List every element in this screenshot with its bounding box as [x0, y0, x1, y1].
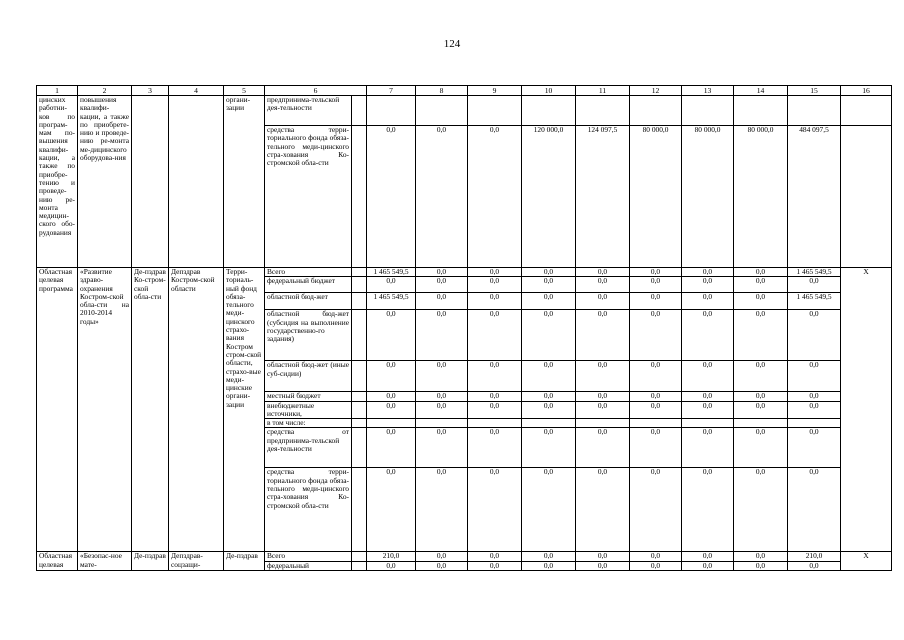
value-cell	[630, 96, 682, 126]
value-cell: 0,0	[468, 401, 522, 419]
value-cell	[468, 419, 522, 428]
value-cell: 0,0	[630, 361, 682, 392]
column-header: 5	[224, 86, 265, 96]
value-cell: 0,0	[576, 310, 630, 361]
value-cell: 0,0	[682, 268, 734, 277]
value-cell: 80 000,0	[630, 126, 682, 268]
value-cell	[468, 96, 522, 126]
value-cell: 0,0	[630, 310, 682, 361]
value-cell: 0,0	[734, 561, 788, 570]
value-cell: 0,0	[468, 361, 522, 392]
value-cell: 124 097,5	[576, 126, 630, 268]
funding-source-label: Всего	[265, 552, 352, 561]
spacer-cell	[352, 361, 367, 392]
column-header: 12	[630, 86, 682, 96]
target-indicator-cell: Х	[841, 552, 892, 571]
program-name-cell: «Развитие здраво-охранения Костром-ской обла-сти на 2010-2014 годы»	[78, 268, 132, 552]
value-cell: 0,0	[576, 561, 630, 570]
value-cell: 0,0	[682, 401, 734, 419]
value-cell	[522, 96, 576, 126]
column-header: 14	[734, 86, 788, 96]
value-cell: 484 097,5	[788, 126, 841, 268]
program-name-cell: повышения квалифи-кации, а также по приобрете-нию и проведе-нию ре-монта ме-дицинского оборудова-ния	[78, 96, 132, 268]
spacer-cell	[352, 126, 367, 268]
value-cell: 1 465 549,5	[367, 293, 416, 310]
value-cell: 0,0	[788, 277, 841, 293]
value-cell: 0,0	[734, 552, 788, 561]
value-cell	[682, 96, 734, 126]
program-financing-table	[36, 85, 892, 571]
value-cell: 0,0	[468, 310, 522, 361]
value-cell: 0,0	[468, 468, 522, 552]
funding-source-label: федеральный бюджет	[265, 277, 352, 293]
value-cell: 0,0	[522, 310, 576, 361]
value-cell	[416, 419, 468, 428]
value-cell: 0,0	[468, 392, 522, 401]
column-header: 3	[132, 86, 169, 96]
program-type-cell: Областная целевая	[37, 552, 78, 571]
value-cell: 0,0	[788, 401, 841, 419]
customer-cell: Де-пздрав	[132, 552, 169, 571]
spacer-cell	[352, 419, 367, 428]
value-cell: 0,0	[468, 552, 522, 561]
value-cell	[734, 96, 788, 126]
value-cell	[416, 96, 468, 126]
spacer-cell	[352, 392, 367, 401]
value-cell: 0,0	[576, 401, 630, 419]
value-cell: 0,0	[522, 361, 576, 392]
value-cell: 0,0	[576, 268, 630, 277]
value-cell: 0,0	[576, 428, 630, 468]
value-cell: 0,0	[630, 428, 682, 468]
value-cell: 0,0	[522, 561, 576, 570]
funding-source-label: предпринима-тельской дея-тельности	[265, 96, 352, 126]
value-cell	[630, 419, 682, 428]
value-cell: 0,0	[416, 361, 468, 392]
value-cell: 0,0	[416, 552, 468, 561]
value-cell: 0,0	[522, 552, 576, 561]
value-cell: 0,0	[576, 552, 630, 561]
value-cell: 0,0	[367, 468, 416, 552]
value-cell: 0,0	[630, 277, 682, 293]
value-cell	[576, 419, 630, 428]
value-cell: 0,0	[416, 293, 468, 310]
value-cell	[576, 96, 630, 126]
value-cell: 0,0	[416, 310, 468, 361]
value-cell: 0,0	[416, 401, 468, 419]
value-cell: 1 465 549,5	[788, 268, 841, 277]
value-cell: 0,0	[367, 401, 416, 419]
funding-source-label: средства терри-ториального фонда обяза-тельного меди-цинского стра-хования Ко-стромской обла-сти	[265, 126, 352, 268]
column-header: 4	[169, 86, 224, 96]
column-header: 7	[367, 86, 416, 96]
value-cell: 0,0	[522, 293, 576, 310]
customer-cell: Де-пздрав Ко-стром-ской обла-сти	[132, 268, 169, 552]
table-row	[37, 268, 892, 277]
spacer-cell	[352, 561, 367, 570]
value-cell: 210,0	[788, 552, 841, 561]
value-cell: 0,0	[416, 277, 468, 293]
value-cell: 0,0	[416, 468, 468, 552]
value-cell: 0,0	[416, 126, 468, 268]
executor-cell: Де-пздрав	[224, 552, 265, 571]
value-cell: 0,0	[576, 277, 630, 293]
value-cell: 0,0	[367, 126, 416, 268]
value-cell: 0,0	[522, 468, 576, 552]
coordinator-cell	[169, 96, 224, 268]
funding-source-label: местный бюджет	[265, 392, 352, 401]
value-cell: 0,0	[468, 126, 522, 268]
spacer-cell	[352, 96, 367, 126]
spacer-cell	[352, 293, 367, 310]
value-cell	[522, 419, 576, 428]
spacer-cell	[352, 401, 367, 419]
value-cell: 0,0	[734, 277, 788, 293]
value-cell: 0,0	[468, 268, 522, 277]
funding-source-label: областной бюд-жет	[265, 293, 352, 310]
value-cell: 0,0	[682, 428, 734, 468]
value-cell: 0,0	[367, 428, 416, 468]
table-row	[37, 552, 892, 561]
value-cell: 80 000,0	[734, 126, 788, 268]
value-cell: 0,0	[522, 428, 576, 468]
funding-source-label: в том числе:	[265, 419, 352, 428]
value-cell: 0,0	[788, 561, 841, 570]
value-cell: 0,0	[734, 468, 788, 552]
table-body	[37, 86, 892, 571]
value-cell: 0,0	[788, 428, 841, 468]
value-cell: 0,0	[682, 310, 734, 361]
value-cell	[734, 419, 788, 428]
value-cell: 0,0	[416, 268, 468, 277]
spacer-cell	[352, 428, 367, 468]
column-header: 9	[468, 86, 522, 96]
value-cell: 0,0	[630, 468, 682, 552]
value-cell: 0,0	[630, 401, 682, 419]
value-cell: 0,0	[522, 401, 576, 419]
value-cell: 0,0	[788, 310, 841, 361]
value-cell: 0,0	[367, 561, 416, 570]
value-cell: 0,0	[630, 293, 682, 310]
value-cell: 0,0	[576, 361, 630, 392]
coordinator-cell: Депздрав Костром-ской области	[169, 268, 224, 552]
column-header: 1	[37, 86, 78, 96]
value-cell: 0,0	[734, 401, 788, 419]
value-cell: 0,0	[522, 268, 576, 277]
value-cell: 80 000,0	[682, 126, 734, 268]
value-cell: 0,0	[416, 392, 468, 401]
value-cell: 0,0	[682, 392, 734, 401]
target-indicator-cell	[841, 126, 892, 268]
value-cell: 0,0	[630, 552, 682, 561]
value-cell: 0,0	[416, 561, 468, 570]
funding-source-label: федеральный	[265, 561, 352, 570]
executor-cell: органи-зации	[224, 96, 265, 268]
value-cell: 0,0	[367, 277, 416, 293]
value-cell: 0,0	[682, 561, 734, 570]
column-header: 8	[416, 86, 468, 96]
table-row	[37, 96, 892, 126]
value-cell: 0,0	[468, 428, 522, 468]
value-cell: 0,0	[522, 277, 576, 293]
page-number: 124	[443, 38, 461, 50]
program-type-cell: Областная целевая программа	[37, 268, 78, 552]
funding-source-label: Всего	[265, 268, 352, 277]
spacer-cell	[352, 310, 367, 361]
value-cell: 0,0	[367, 392, 416, 401]
spacer-cell	[352, 468, 367, 552]
value-cell	[367, 96, 416, 126]
value-cell: 0,0	[734, 268, 788, 277]
value-cell: 0,0	[682, 293, 734, 310]
column-header: 10	[522, 86, 576, 96]
value-cell: 0,0	[576, 392, 630, 401]
value-cell: 0,0	[367, 310, 416, 361]
value-cell: 0,0	[522, 392, 576, 401]
executor-cell: Терри-ториаль-ный фонд обяза-тельного меди-цинского страхо-вания Костром стром-ской области, страхо-вые меди-цинские органи-зации	[224, 268, 265, 552]
column-header: 2	[78, 86, 132, 96]
program-name-cell: «Безопас-ное мате-	[78, 552, 132, 571]
funding-source-label: внебюджетные источники,	[265, 401, 352, 419]
value-cell: 0,0	[468, 293, 522, 310]
value-cell: 0,0	[788, 468, 841, 552]
value-cell	[788, 96, 841, 126]
value-cell: 0,0	[682, 468, 734, 552]
value-cell: 0,0	[576, 468, 630, 552]
header-row	[37, 86, 892, 96]
value-cell: 0,0	[630, 392, 682, 401]
value-cell: 0,0	[734, 392, 788, 401]
customer-cell	[132, 96, 169, 268]
value-cell: 0,0	[367, 361, 416, 392]
funding-source-label: средства терри-ториального фонда обяза-тельного меди-цинского стра-хования Ко-стромской обла-сти	[265, 468, 352, 552]
coordinator-cell: Депздрав-соцзащи-	[169, 552, 224, 571]
value-cell: 0,0	[682, 552, 734, 561]
value-cell: 0,0	[630, 268, 682, 277]
value-cell: 0,0	[630, 561, 682, 570]
value-cell: 0,0	[468, 561, 522, 570]
value-cell: 0,0	[734, 428, 788, 468]
funding-source-label: средства от предпринима-тельской дея-тельности	[265, 428, 352, 468]
value-cell: 0,0	[576, 293, 630, 310]
program-type-cell: цинских работни-ков по програм-мам по-вышения квалифи-кации, а также по приобре-тению и проведе-нию ре-монта медицин-ского обо-рудования	[37, 96, 78, 268]
column-header: 16	[841, 86, 892, 96]
value-cell: 1 465 549,5	[367, 268, 416, 277]
funding-source-label: областной бюд-жет (иные суб-сидии)	[265, 361, 352, 392]
value-cell: 0,0	[416, 428, 468, 468]
funding-source-label: областной бюд-жет (субсидия на выполнение государственно-го задания)	[265, 310, 352, 361]
spacer-cell	[352, 268, 367, 277]
column-header: 11	[576, 86, 630, 96]
value-cell	[682, 419, 734, 428]
value-cell: 1 465 549,5	[788, 293, 841, 310]
value-cell: 0,0	[734, 361, 788, 392]
spacer-cell	[352, 277, 367, 293]
spacer-cell	[352, 552, 367, 561]
value-cell: 0,0	[734, 293, 788, 310]
value-cell	[788, 419, 841, 428]
value-cell: 0,0	[682, 277, 734, 293]
value-cell: 0,0	[788, 361, 841, 392]
target-indicator-cell: Х	[841, 268, 892, 552]
column-header: 15	[788, 86, 841, 96]
value-cell: 0,0	[734, 310, 788, 361]
column-header: 13	[682, 86, 734, 96]
value-cell	[367, 419, 416, 428]
column-header: 6	[265, 86, 367, 96]
value-cell: 210,0	[367, 552, 416, 561]
value-cell: 0,0	[682, 361, 734, 392]
value-cell: 0,0	[788, 392, 841, 401]
target-indicator-cell	[841, 96, 892, 126]
value-cell: 0,0	[468, 277, 522, 293]
value-cell: 120 000,0	[522, 126, 576, 268]
